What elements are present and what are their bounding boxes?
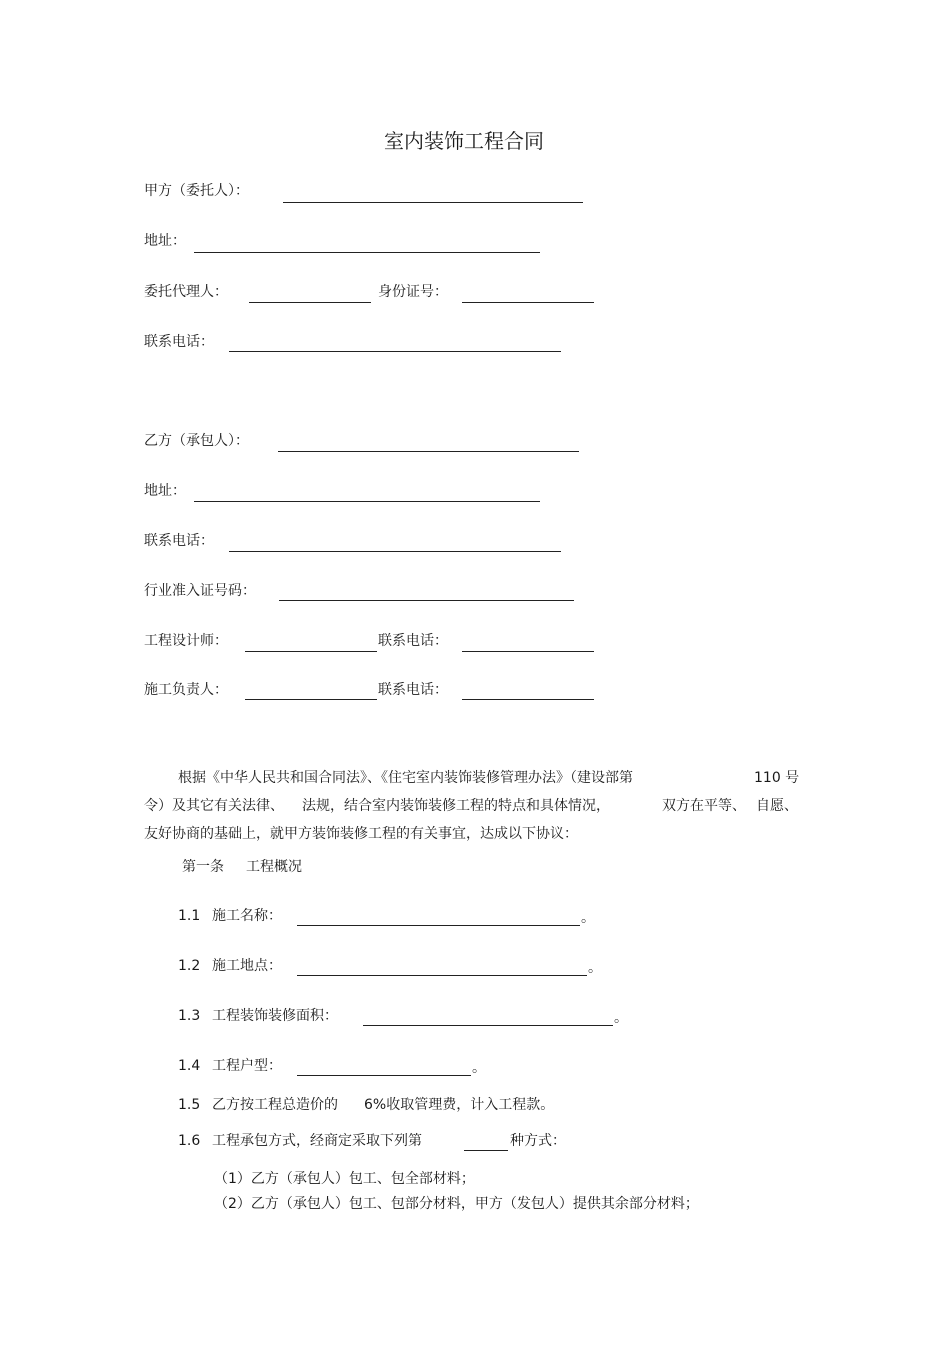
designer-phone-field[interactable] [462, 651, 594, 652]
party-b-address-label: 地址： [144, 483, 186, 499]
party-a-agent-field[interactable] [249, 302, 371, 303]
manager-phone-field[interactable] [462, 699, 594, 700]
preamble-text: 法规，结合室内装饰装修工程的特点和具体情况， [302, 798, 610, 814]
page-title: 室内装饰工程合同 [384, 129, 544, 153]
article-title: 工程概况 [246, 859, 302, 875]
party-b-address-field[interactable] [194, 501, 540, 502]
clause-label: 施工名称： [212, 908, 282, 924]
party-a-name-label: 甲方（委托人）： [144, 183, 249, 199]
clause-label: 工程户型： [212, 1058, 282, 1074]
manager-label: 施工负责人： [144, 682, 228, 698]
party-b-license-field[interactable] [279, 600, 574, 601]
project-location-field[interactable] [297, 975, 587, 976]
option-item: （1）乙方（承包人）包工、包全部材料； [214, 1171, 475, 1187]
preamble-text: 令）及其它有关法律、 [144, 798, 284, 814]
party-a-name-field[interactable] [283, 202, 583, 203]
clause-text: 乙方按工程总造价的 [212, 1097, 338, 1113]
party-b-phone-label: 联系电话： [144, 533, 214, 549]
preamble-line [144, 792, 804, 820]
party-a-id-field[interactable] [462, 302, 594, 303]
clause-number: 1.5 [178, 1097, 201, 1113]
preamble-text: 双方在平等、 [662, 798, 746, 814]
manager-phone-label: 联系电话： [378, 682, 448, 698]
clause-text: 6%收取管理费，计入工程款。 [364, 1097, 555, 1113]
clause-end: 。 [472, 1060, 486, 1076]
party-a-phone-field[interactable] [229, 351, 561, 352]
preamble-text: 根据《中华人民共和国合同法》、《住宅室内装饰装修管理办法》（建设部第 [178, 770, 633, 786]
clause-number: 1.2 [178, 958, 201, 974]
clause-text: 工程承包方式，经商定采取下列第 [212, 1133, 422, 1149]
clause-number: 1.4 [178, 1058, 201, 1074]
preamble-text: 友好协商的基础上，就甲方装饰装修工程的有关事宜，达成以下协议： [144, 826, 578, 842]
house-type-field[interactable] [297, 1075, 471, 1076]
designer-phone-label: 联系电话： [378, 633, 448, 649]
clause-label: 施工地点： [212, 958, 282, 974]
preamble-text: 110 号 [754, 770, 800, 786]
clause-label: 工程装饰装修面积： [212, 1008, 338, 1024]
option-item: （2）乙方（承包人）包工、包部分材料，甲方（发包人）提供其余部分材料； [214, 1196, 699, 1212]
manager-field[interactable] [245, 699, 377, 700]
preamble-line [144, 820, 804, 848]
party-b-name-label: 乙方（承包人）： [144, 433, 249, 449]
clause-end: 。 [588, 960, 602, 976]
party-a-address-label: 地址： [144, 233, 186, 249]
project-area-field[interactable] [363, 1025, 613, 1026]
party-b-license-label: 行业准入证号码： [144, 583, 256, 599]
clause-number: 1.1 [178, 908, 201, 924]
party-b-phone-field[interactable] [229, 551, 561, 552]
party-a-address-field[interactable] [194, 252, 540, 253]
clause-end: 。 [614, 1010, 628, 1026]
article-number: 第一条 [182, 859, 224, 875]
clause-end: 。 [581, 910, 595, 926]
designer-field[interactable] [245, 651, 377, 652]
preamble-line [144, 764, 804, 792]
party-a-phone-label: 联系电话： [144, 334, 214, 350]
contract-method-field[interactable] [464, 1150, 508, 1151]
designer-label: 工程设计师： [144, 633, 228, 649]
project-name-field[interactable] [297, 925, 580, 926]
preamble-paragraph [144, 764, 804, 848]
preamble-text: 自愿、 [756, 798, 798, 814]
party-a-id-label: 身份证号： [378, 284, 448, 300]
clause-number: 1.3 [178, 1008, 201, 1024]
clause-text: 种方式： [510, 1133, 566, 1149]
party-b-name-field[interactable] [278, 451, 579, 452]
party-a-agent-label: 委托代理人： [144, 284, 228, 300]
clause-number: 1.6 [178, 1133, 201, 1149]
